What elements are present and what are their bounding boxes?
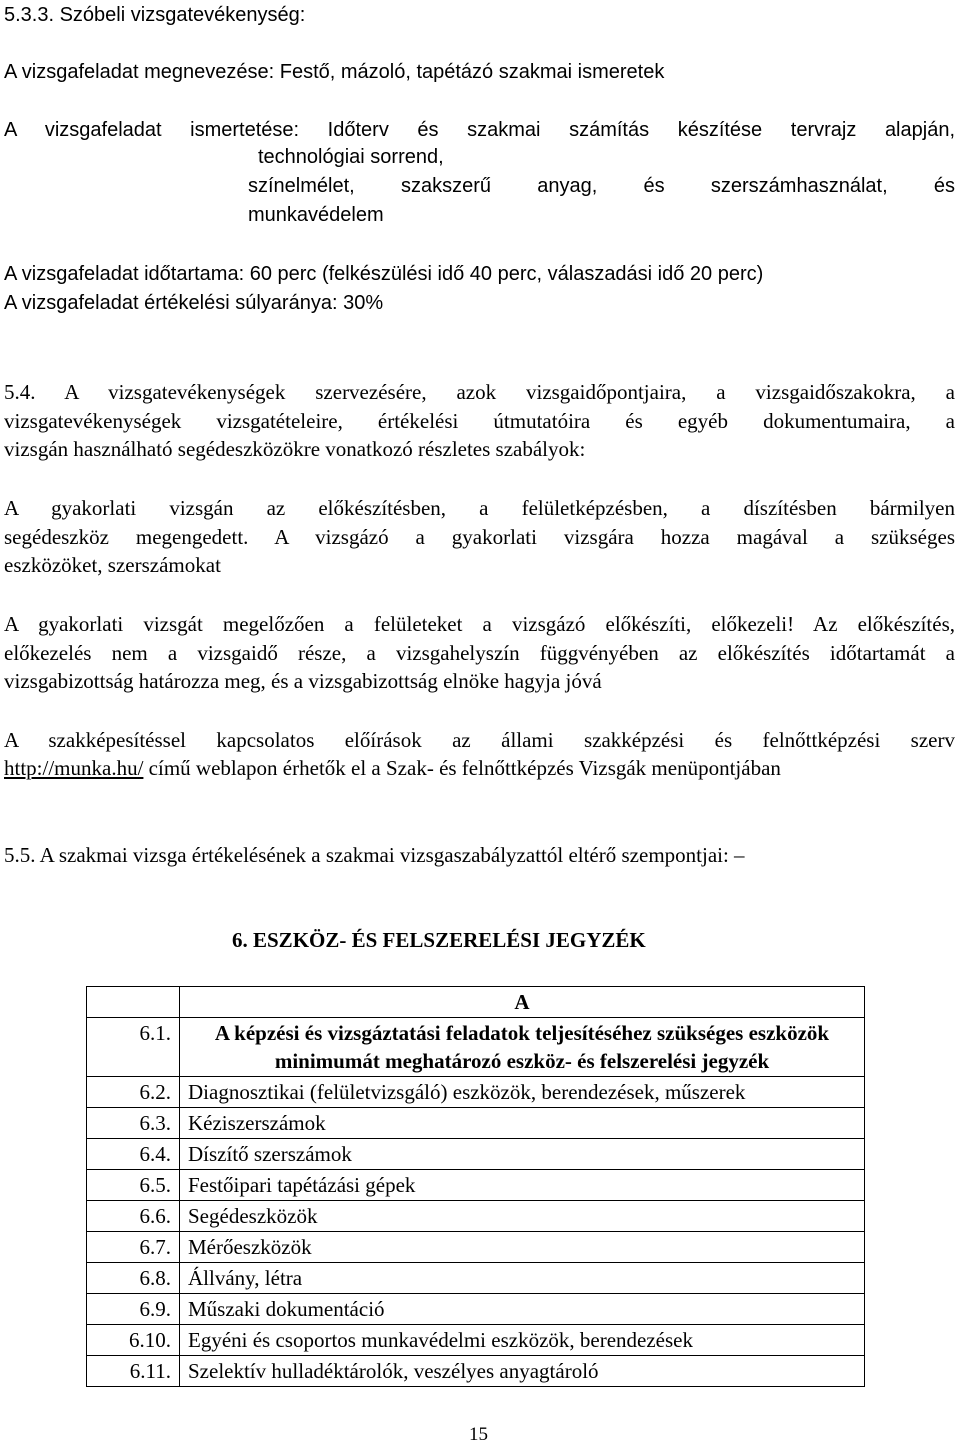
rules-p2-line2: segédeszköz megengedett. A vizsgázó a gyakorlati vizsgára hozza magával a szükséges: [4, 525, 955, 549]
rules-p1-line2: vizsgatevékenységek vizsgatételeire, értékelési útmutatóira és egyéb dokumentumaira, a: [4, 409, 955, 433]
rules-p1-line1: 5.4. A vizsgatevékenységek szervezésére, azok vizsgaidőpontjaira, a vizsgaidőszakokra, a: [4, 380, 955, 404]
rules-p3-line2: előkezelés nem a vizsgaidő része, a vizsgahelyszín függvényében az előkészítés időtartamát a: [4, 641, 955, 665]
section-heading-533: 5.3.3. Szóbeli vizsgatevékenység:: [4, 4, 306, 26]
table-row: [87, 1108, 865, 1139]
table-header-row: [87, 987, 865, 1018]
table-row: [87, 1170, 865, 1201]
row-number: 6.6.: [87, 1201, 180, 1232]
section-55-text: 5.5. A szakmai vizsga értékelésének a szakmai vizsgaszabályzattól eltérő szempontjai: –: [4, 843, 745, 867]
row-number: 6.7.: [87, 1232, 180, 1263]
table-row: [87, 1077, 865, 1108]
row-number: 6.1.: [87, 1018, 180, 1077]
row-text: Díszítő szerszámok: [180, 1139, 865, 1170]
table-row: [87, 1139, 865, 1170]
row-text: Műszaki dokumentáció: [180, 1294, 865, 1325]
rules-p3-line3: vizsgabizottság határozza meg, és a vizsgabizottság elnöke hagyja jóvá: [4, 669, 602, 693]
table-row: [87, 1294, 865, 1325]
row-text: Egyéni és csoportos munkavédelmi eszközök, berendezések: [180, 1325, 865, 1356]
task-description-line4: munkavédelem: [248, 204, 384, 226]
task-weight: A vizsgafeladat értékelési súlyaránya: 30%: [4, 292, 384, 314]
task-duration: A vizsgafeladat időtartama: 60 perc (felkészülési idő 40 perc, válaszadási idő 20 perc): [4, 263, 764, 285]
rules-p3-line1: A gyakorlati vizsgát megelőzően a felületeket a vizsgázó előkészíti, előkezeli! Az előkészítés,: [4, 612, 955, 636]
page-number: 15: [469, 1424, 488, 1445]
table-row: [87, 1201, 865, 1232]
munka-hu-link[interactable]: http://munka.hu/: [4, 756, 144, 780]
row-number: 6.9.: [87, 1294, 180, 1325]
table-column-header: A: [180, 987, 865, 1018]
table-row: [87, 1356, 865, 1387]
rules-p2-line3: eszközöket, szerszámokat: [4, 553, 221, 577]
table-row: [87, 1018, 865, 1077]
table-row: [87, 1325, 865, 1356]
rules-p4-line2-rest: című weblapon érhetők el a Szak- és felnőttképzés Vizsgák menüpontjában: [143, 756, 781, 780]
task-name: A vizsgafeladat megnevezése: Festő, mázoló, tapétázó szakmai ismeretek: [4, 61, 665, 83]
rules-p2-line1: A gyakorlati vizsgán az előkészítésben, a felületképzésben, a díszítésben bármilyen: [4, 496, 955, 520]
rules-p4-line2: [4, 756, 781, 781]
table-row: [87, 1263, 865, 1294]
task-description-line2: technológiai sorrend,: [258, 146, 444, 168]
table-row: [87, 1232, 865, 1263]
task-description-line1: A vizsgafeladat ismertetése: Időterv és szakmai számítás készítése tervrajz alapján,: [4, 119, 955, 141]
row-text: Segédeszközök: [180, 1201, 865, 1232]
section-6-title: 6. ESZKÖZ- ÉS FELSZERELÉSI JEGYZÉK: [232, 928, 646, 952]
row-number: 6.11.: [87, 1356, 180, 1387]
row-text: Diagnosztikai (felületvizsgáló) eszközök, berendezések, műszerek: [180, 1077, 865, 1108]
equipment-table: [86, 986, 865, 1387]
row-number: 6.3.: [87, 1108, 180, 1139]
rules-p1-line3: vizsgán használható segédeszközökre vonatkozó részletes szabályok:: [4, 437, 586, 461]
row-number: 6.4.: [87, 1139, 180, 1170]
row-text: A képzési és vizsgáztatási feladatok teljesítéséhez szükséges eszközök minimumát meghatározó eszköz- és felszerelési jegyzék: [180, 1018, 865, 1077]
row-number: 6.10.: [87, 1325, 180, 1356]
row-text: Kéziszerszámok: [180, 1108, 865, 1139]
row-number: 6.2.: [87, 1077, 180, 1108]
rules-p4-line1: A szakképesítéssel kapcsolatos előírások az állami szakképzési és felnőttképzési szerv: [4, 728, 955, 752]
task-description-line3: színelmélet, szakszerű anyag, és szerszámhasználat, és: [248, 175, 955, 197]
row-number: 6.8.: [87, 1263, 180, 1294]
row-text: Szelektív hulladéktárolók, veszélyes anyagtároló: [180, 1356, 865, 1387]
row-text: Állvány, létra: [180, 1263, 865, 1294]
table-header-empty: [87, 987, 180, 1018]
row-number: 6.5.: [87, 1170, 180, 1201]
row-text: Festőipari tapétázási gépek: [180, 1170, 865, 1201]
row-text: Mérőeszközök: [180, 1232, 865, 1263]
